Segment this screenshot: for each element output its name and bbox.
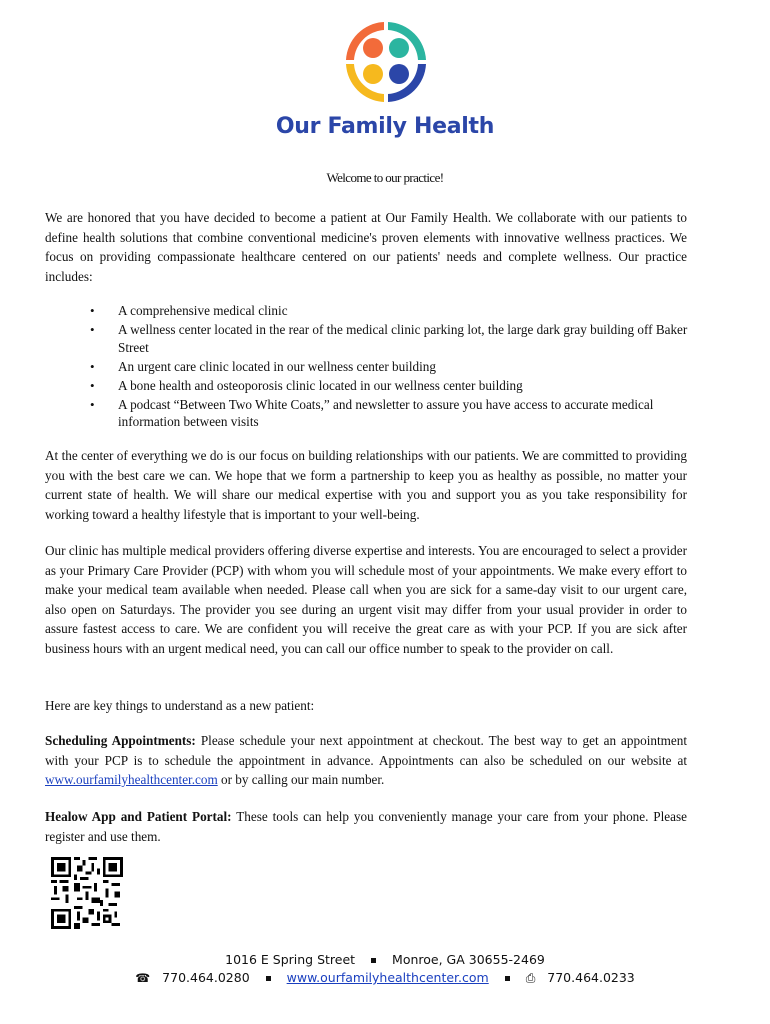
list-item: • A wellness center located in the rear of the medical clinic parking lot, the large dark gray building off Baker Street [118, 321, 693, 356]
list-item: • A comprehensive medical clinic [118, 302, 693, 320]
phone-icon: ☎ [135, 971, 151, 985]
qr-code[interactable] [51, 857, 123, 929]
healow-heading: Healow App and Patient Portal: [45, 809, 232, 824]
separator-dot [266, 976, 271, 981]
footer-contact [0, 970, 770, 986]
list-item: • A podcast “Between Two White Coats,” and newsletter to assure you have access to accurate medical information between visits [118, 396, 693, 431]
list-item: • An urgent care clinic located in our wellness center building [118, 358, 693, 376]
providers-paragraph: Our clinic has multiple medical providers offering diverse expertise and interests. You are encouraged to select a provider as your Primary Care Provider (PCP) with whom you will schedule most of your appointments. We make every effort to make your medical team available when needed. Please call when you are sick for a same-day visit to our urgent care, also open on Saturdays. The provider you see during an urgent visit may differ from your usual provider in order to assure fastest access to care. We are confident you will receive the great care as with your PCP. If you are sick after business hours with an urgent medical need, you can call our office number to speak to the provider on call. [45, 543, 687, 656]
fax-icon: ⎙ [525, 971, 536, 985]
intro-paragraph: We are honored that you have decided to become a patient at Our Family Health. We collaborate with our patients to define health solutions that combine conventional medicine's proven elements with innovative wellness practices. We focus on providing compassionate healthcare centered on our patients' needs and complete wellness. Our practice includes: [45, 210, 687, 284]
welcome-heading: Welcome to our practice! [326, 170, 444, 185]
relationships-paragraph: At the center of everything we do is our focus on building relationships with our patients. We are committed to providing you with the best care we can. We hope that we form a partnership to keep you as healthy as possible, no matter your current state of health. We will share our medical expertise with you and support you as you take responsibility for working toward a healthy lifestyle that is important to your well-being. [45, 448, 687, 522]
street-address: 1016 E Spring Street [225, 952, 356, 967]
separator-dot [371, 958, 376, 963]
list-item: • A bone health and osteoporosis clinic located in our wellness center building [118, 377, 693, 395]
scheduling-paragraph: Scheduling Appointments: Please schedule your next appointment at checkout. The best way to get an appointment with your PCP is to schedule the appointment in advance. Appointments can also be scheduled on our website at www.ourfamilyhealthcenter.com or by calling our main number. [45, 733, 687, 787]
scheduling-heading: Scheduling Appointments: [45, 733, 196, 748]
our-family-health-logo [340, 16, 432, 108]
fax-number: 770.464.0233 [547, 970, 635, 985]
key-things-line: Here are key things to understand as a new patient: [45, 698, 315, 713]
footer-website-link[interactable]: www.ourfamilyhealthcenter.com [286, 970, 489, 985]
city-address: Monroe, GA 30655-2469 [392, 952, 545, 967]
practice-list [118, 302, 693, 432]
footer-address [0, 952, 770, 967]
separator-dot [505, 976, 510, 981]
phone-number[interactable]: 770.464.0280 [162, 970, 250, 985]
website-link[interactable]: www.ourfamilyhealthcenter.com [45, 772, 218, 787]
brand-name: Our Family Health [275, 114, 495, 139]
healow-paragraph: Healow App and Patient Portal: These tools can help you conveniently manage your care from your phone. Please register and use them. [45, 809, 687, 844]
